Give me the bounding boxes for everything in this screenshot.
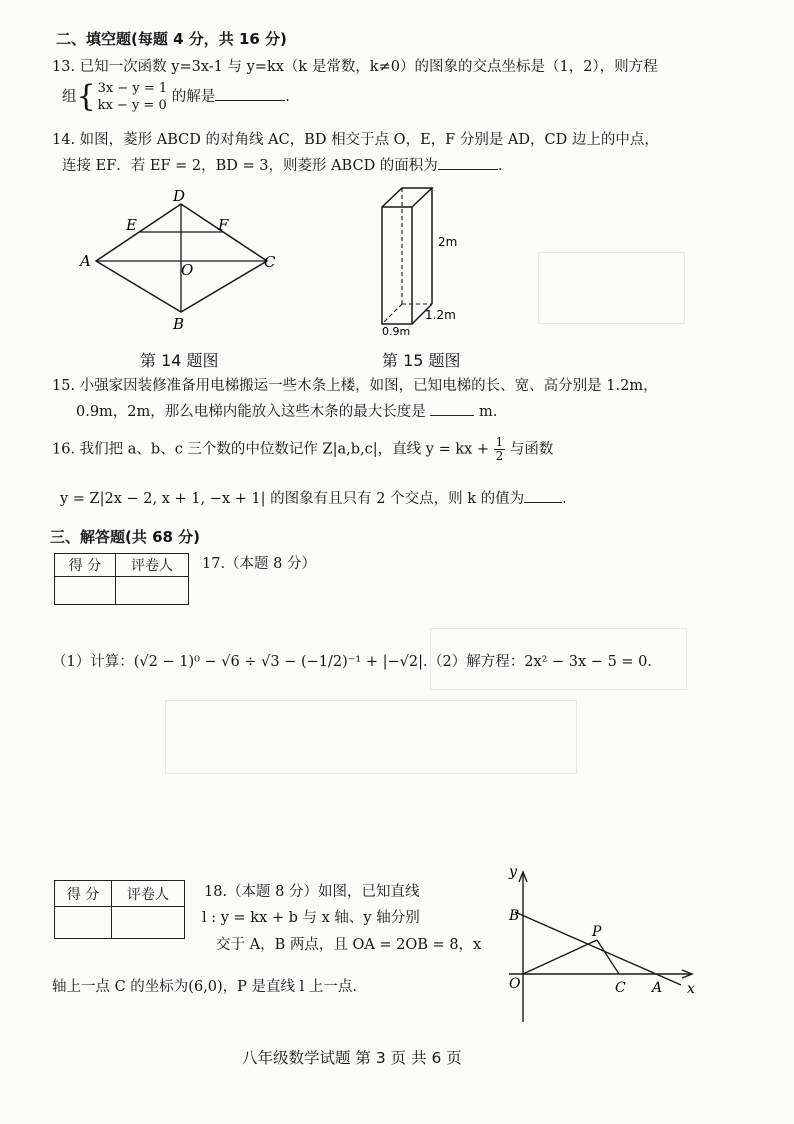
label-a: A <box>652 980 663 996</box>
question-14-line2 <box>62 154 502 175</box>
label-y-axis: y <box>509 864 517 880</box>
q14-line1: 如图，菱形 ABCD 的对角线 AC，BD 相交于点 O，E，F 分别是 AD，CD 边上的中点， <box>79 132 659 148</box>
label-o: O <box>509 976 521 992</box>
score-header: 得 分 <box>55 881 112 907</box>
fraction-denominator: 2 <box>495 449 504 463</box>
question-16 <box>52 436 553 463</box>
label-b: B <box>173 315 185 333</box>
q15-line1: 小强家因装修准备用电梯搬运一些木条上楼，如图，已知电梯的长、宽、高分别是 1.2m， <box>79 378 658 394</box>
bleed-through-box <box>538 252 685 324</box>
grader-cell[interactable] <box>116 577 189 605</box>
q14-number: 14. <box>52 132 76 148</box>
q16-end: . <box>562 491 567 507</box>
elevator-box-figure <box>370 182 480 337</box>
question-18-line3: 交于 A，B 两点，且 OA = 2OB = 8，x <box>216 937 482 953</box>
q15-number: 15. <box>52 378 76 394</box>
brace-icon: { <box>76 79 96 114</box>
score-cell[interactable] <box>55 907 112 939</box>
q14-line2: 连接 EF．若 EF = 2，BD = 3，则菱形 ABCD 的面积为 <box>62 158 438 174</box>
label-c: C <box>615 980 626 996</box>
label-c: C <box>264 253 276 271</box>
q15-line2: 0.9m，2m，那么电梯内能放入这些木条的最大长度是 <box>76 404 426 420</box>
page-footer: 八年级数学试题 第 3 页 共 6 页 <box>242 1049 462 1067</box>
question-16-line2 <box>60 487 567 508</box>
q13-end: . <box>285 89 290 105</box>
figure-14-caption: 第 14 题图 <box>140 351 219 370</box>
section-answer-title: 三、解答题(共 68 分) <box>50 528 201 546</box>
label-e: E <box>126 216 137 234</box>
grader-cell[interactable] <box>112 907 185 939</box>
label-o: O <box>181 261 194 279</box>
question-18-line1: 18.（本题 8 分）如图，已知直线 <box>204 884 420 900</box>
answer-blank-15[interactable] <box>430 401 474 416</box>
score-header: 得 分 <box>55 554 116 577</box>
rhombus-figure <box>70 185 290 335</box>
label-height: 2m <box>438 235 458 249</box>
label-p: P <box>592 924 602 940</box>
q16-line1b: 与函数 <box>509 441 554 458</box>
q13-number: 13. <box>52 59 76 75</box>
q13-text: 已知一次函数 y=3x-1 与 y=kx（k 是常数，k≠0）的图象的交点坐标是（1，2），则方程 <box>79 59 658 75</box>
question-13 <box>52 55 658 76</box>
label-a: A <box>80 252 91 270</box>
question-17-part2: （2）解方程：2x² − 3x − 5 = 0． <box>428 654 662 670</box>
equation-2: kx − y = 0 <box>97 98 167 113</box>
label-width: 0.9m <box>382 325 411 337</box>
q16-line2: y = Z|2x − 2, x + 1, −x + 1| 的图象有且只有 2 个交点，则 k 的值为 <box>60 491 525 507</box>
label-f: F <box>218 216 229 234</box>
section-fill-in-title: 二、填空题(每题 4 分，共 16 分) <box>56 30 287 48</box>
question-18-line2: l : y = kx + b 与 x 轴、y 轴分别 <box>202 910 420 926</box>
question-17-header: 17.（本题 8 分） <box>202 556 317 572</box>
q16-line1a: 我们把 a、b、c 三个数的中位数记作 Z|a,b,c|，直线 y = kx + <box>79 441 490 458</box>
question-14 <box>52 128 659 149</box>
answer-blank-13[interactable] <box>215 86 285 101</box>
question-18-line4: 轴上一点 C 的坐标为(6,0)，P 是直线 l 上一点. <box>52 979 358 995</box>
q13-lead: 组 <box>62 89 77 105</box>
score-table-17 <box>54 553 189 605</box>
bleed-through-box <box>165 700 577 774</box>
label-b: B <box>509 908 520 924</box>
label-x-axis: x <box>687 981 695 997</box>
q16-number: 16. <box>52 441 76 458</box>
fraction-one-half <box>494 436 506 463</box>
coordinate-figure <box>495 862 705 1027</box>
figure-15-caption: 第 15 题图 <box>382 351 461 370</box>
equation-1: 3x − y = 1 <box>97 81 168 96</box>
label-d: D <box>173 187 186 205</box>
answer-blank-14[interactable] <box>438 155 498 170</box>
answer-blank-16[interactable] <box>524 488 562 503</box>
question-15-line2 <box>76 400 497 421</box>
score-cell[interactable] <box>55 577 116 605</box>
question-15 <box>52 374 658 395</box>
score-table-18 <box>54 880 185 939</box>
label-depth: 1.2m <box>425 308 456 322</box>
q13-system <box>62 80 290 114</box>
q14-end: . <box>497 158 503 174</box>
equation-system <box>98 80 168 114</box>
question-17-part1: （1）计算：(√2 − 1)⁰ − √6 ÷ √3 − (−1/2)⁻¹ + |−√2|． <box>52 654 438 670</box>
grader-header: 评卷人 <box>112 881 185 907</box>
q13-tail: 的解是 <box>171 89 216 105</box>
grader-header: 评卷人 <box>116 554 189 577</box>
q15-unit: m. <box>479 404 498 420</box>
fraction-numerator: 1 <box>495 435 504 449</box>
